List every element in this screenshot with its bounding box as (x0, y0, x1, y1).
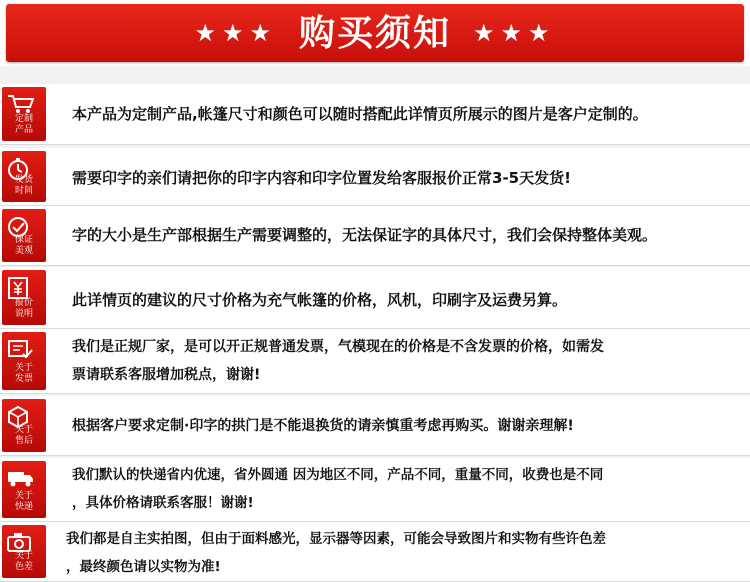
notice-line: ，具体价格请联系客服！谢谢! (72, 495, 254, 511)
notice-line: 票请联系客服增加税点，谢谢! (72, 367, 261, 383)
badge-label-bottom: 快递 (14, 502, 33, 512)
badge-label-top: 保证 (14, 235, 33, 245)
badge-label-bottom: 色差 (14, 562, 33, 572)
badge-label-bottom: 时间 (14, 186, 33, 196)
badge-delivery-time (2, 151, 46, 202)
notice-item-custom-product (0, 84, 750, 145)
notice-line: 我们都是自主实拍图，但由于面料感光，显示器等因素，可能会导致图片和实物有些许色差 (66, 531, 606, 547)
badge-shipping (2, 461, 46, 518)
notice-line: ，最终颜色请以实物为准! (66, 559, 221, 575)
badge-label-top: 关于 (14, 491, 33, 501)
badge-color-difference (2, 525, 46, 578)
badge-label-top: 发货 (14, 175, 33, 185)
invoice-icon (6, 338, 42, 362)
yen-icon (6, 276, 42, 300)
notice-line: 根据客户要求定制·印字的拱门是不能退换货的请亲慎重考虑再购买。谢谢亲理解! (72, 418, 574, 434)
badge-custom-product (2, 87, 46, 141)
badge-appearance (2, 209, 46, 262)
page-title: 购买须知 (298, 12, 451, 54)
badge-label-bottom: 产品 (14, 125, 33, 135)
stars-right: ★★★ (473, 19, 556, 47)
notice-line: 字的大小是生产部根据生产需要调整的，无法保证字的具体尺寸，我们会保持整体美观。 (72, 226, 658, 244)
badge-label-bottom: 发票 (14, 374, 33, 384)
notice-line: 本产品为定制产品,帐篷尺寸和颜色可以随时搭配此详情页所展示的图片是客户定制的。 (72, 105, 648, 123)
notice-text (72, 461, 744, 517)
notice-text (72, 412, 744, 440)
notice-item-appearance (0, 206, 750, 266)
truck-icon (6, 467, 42, 491)
badge-label-bottom: 美观 (14, 246, 33, 256)
notice-item-delivery-time (0, 148, 750, 206)
notice-text (66, 525, 744, 581)
badge-after-sales (2, 399, 46, 452)
notice-text (72, 286, 744, 314)
badge-label-top: 关于 (14, 425, 33, 435)
badge-label-top: 定制 (14, 114, 33, 124)
stars-left: ★★★ (194, 19, 277, 47)
notice-line: 此详情页的建议的尺寸价格为充气帐篷的价格，风机，印刷字及运费另算。 (72, 291, 568, 309)
notice-item-shipping (0, 458, 750, 522)
badge-label-bottom: 售后 (14, 436, 33, 446)
badge-label-top: 关于 (14, 551, 33, 561)
badge-label-bottom: 说明 (14, 309, 33, 319)
notice-item-after-sales (0, 396, 750, 456)
badge-label-top: 报价 (14, 298, 33, 308)
badge-invoice (2, 332, 46, 390)
banner-bar (6, 4, 744, 62)
notice-line: 需要印字的亲们请把你的印字内容和印字位置发给客服报价正常3-5天发货! (72, 169, 571, 187)
badge-label-top: 关于 (14, 363, 33, 373)
notice-line: 我们是正规厂家，是可以开正规普通发票，气模现在的价格是不含发票的价格，如需发 (72, 339, 604, 355)
notice-item-pricing (0, 267, 750, 329)
notice-text (72, 100, 744, 128)
notice-text (72, 164, 744, 192)
notice-text (72, 221, 744, 249)
notice-item-color-difference (0, 522, 750, 582)
badge-pricing (2, 270, 46, 325)
notice-text (72, 333, 744, 389)
banner (0, 0, 750, 66)
notice-item-invoice (0, 329, 750, 394)
notice-line: 我们默认的快递省内优速，省外圆通 因为地区不同，产品不同，重量不同，收费也是不同 (72, 467, 604, 483)
